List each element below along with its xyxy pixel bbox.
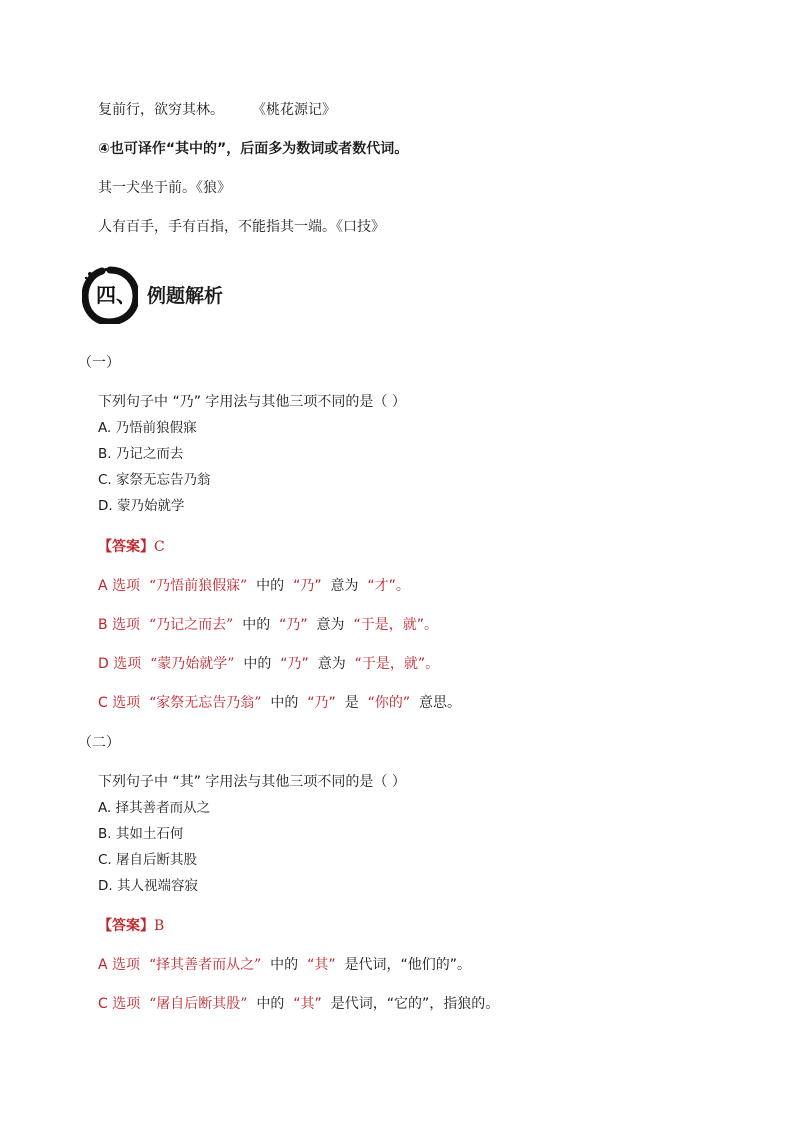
section-title: 例题解析	[147, 285, 224, 307]
q1-option-b: B. 乃记之而去	[98, 446, 184, 462]
connector: 是	[344, 695, 359, 711]
q1-answer	[98, 537, 165, 557]
key-char: “乃”	[307, 695, 336, 711]
connector: 意为	[317, 656, 346, 672]
q2-explanation-c	[98, 994, 499, 1014]
q2-option-c: C. 屠自后断其股	[98, 852, 198, 868]
option-label: A 选项	[98, 957, 141, 973]
key-char: “乃”	[279, 617, 308, 633]
q2-heading: （二）	[78, 735, 120, 751]
q1-explanation-a	[98, 576, 410, 596]
connector: 意为	[316, 617, 345, 633]
key-char: “乃”	[293, 578, 322, 594]
key-char: “其”	[307, 957, 336, 973]
q1-option-c: C. 家祭无忘告乃翁	[98, 472, 211, 488]
connector: 中的	[270, 957, 299, 973]
option-label: C 选项	[98, 695, 141, 711]
option-label: D 选项	[98, 656, 142, 672]
answer-label: 【答案】	[98, 539, 154, 555]
q1-explanation-c	[98, 693, 461, 713]
section-badge: 四、	[96, 283, 136, 307]
key-char: “乃”	[280, 656, 309, 672]
q1-question: 下列句子中 “乃” 字用法与其他三项不同的是（ ）	[98, 394, 406, 410]
q1-heading: （一）	[78, 355, 120, 371]
answer-value: B	[154, 918, 165, 934]
quoted-sentence: “乃悟前狼假寐”	[148, 578, 248, 594]
connector: 意为	[330, 578, 359, 594]
meaning: “才”。	[367, 578, 410, 594]
q1-option-d: D. 蒙乃始就学	[98, 498, 185, 514]
q1-option-a: A. 乃悟前狼假寐	[98, 420, 197, 436]
key-char: “其”	[293, 996, 322, 1012]
meaning: 是代词，“他们的”。	[344, 957, 472, 973]
option-label: A 选项	[98, 578, 141, 594]
quoted-sentence: “乃记之而去”	[148, 617, 234, 633]
q1-explanation-b	[98, 615, 438, 635]
option-label: C 选项	[98, 996, 141, 1012]
intro-line-1: 复前行，欲穷其林。 《桃花源记》	[98, 102, 336, 118]
connector: 中的	[242, 617, 271, 633]
meaning: “于是，就”。	[353, 617, 438, 633]
connector: 中的	[256, 996, 285, 1012]
meaning: 是代词，“它的”，指狼的。	[330, 996, 500, 1012]
connector: 中的	[256, 578, 285, 594]
q2-answer	[98, 916, 164, 936]
q2-option-b: B. 其如土石何	[98, 826, 184, 842]
option-label: B 选项	[98, 617, 141, 633]
intro-line-2: ④也可译作“其中的”，后面多为数词或者数代词。	[98, 141, 409, 157]
q2-option-a: A. 择其善者而从之	[98, 800, 211, 816]
answer-label: 【答案】	[98, 918, 154, 934]
connector: 中的	[243, 656, 272, 672]
q2-option-d: D. 其人视端容寂	[98, 878, 198, 894]
q1-explanation-d	[98, 654, 439, 674]
quoted-sentence: “蒙乃始就学”	[150, 656, 235, 672]
q2-question: 下列句子中 “其” 字用法与其他三项不同的是（ ）	[98, 774, 406, 790]
meaning: “于是，就”。	[354, 656, 440, 672]
quoted-sentence: “择其善者而从之”	[148, 957, 262, 973]
answer-value: C	[154, 539, 165, 555]
quoted-sentence: “屠自后断其股”	[149, 996, 248, 1012]
quoted-sentence: “家祭无忘告乃翁”	[149, 695, 262, 711]
q2-explanation-a	[98, 955, 471, 975]
intro-line-4: 人有百手，手有百指，不能指其一端。《口技》	[98, 219, 385, 235]
connector: 意思。	[419, 695, 462, 711]
connector: 中的	[270, 695, 299, 711]
meaning: “你的”	[367, 695, 411, 711]
intro-line-3: 其一犬坐于前。《狼》	[98, 180, 231, 196]
